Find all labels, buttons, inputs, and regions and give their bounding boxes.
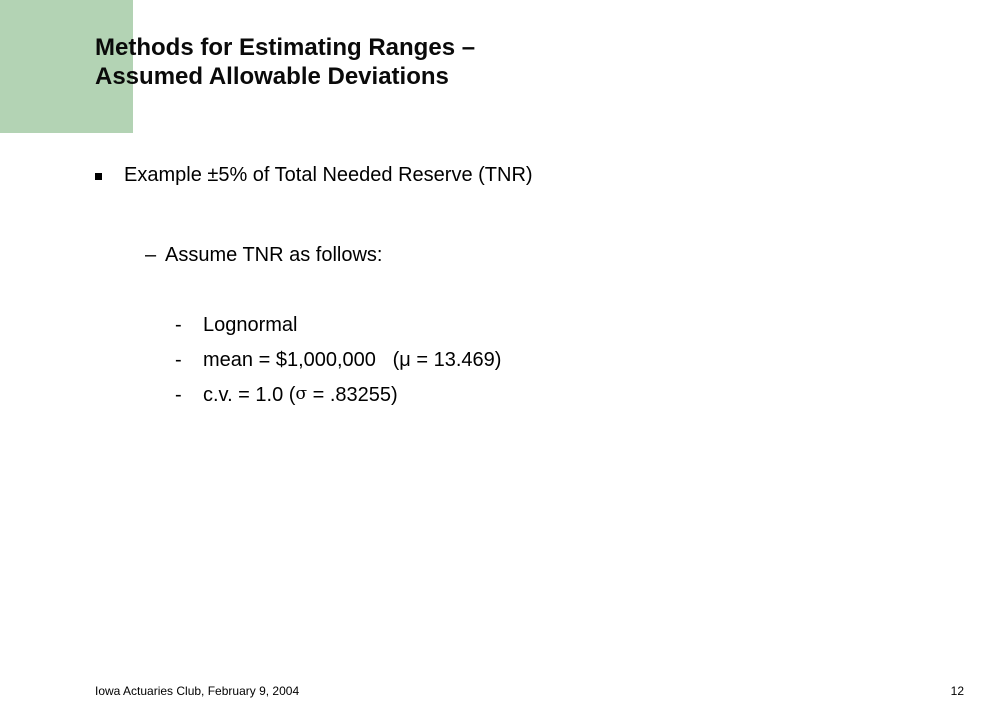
title-line-1: Methods for Estimating Ranges –: [95, 34, 476, 61]
sigma-symbol: σ: [295, 384, 308, 404]
detail-text: Lognormal: [203, 314, 298, 336]
slide-title: [95, 33, 475, 91]
detail-dash: -: [175, 349, 182, 371]
detail-text: mean = $1,000,000 (μ = 13.469): [203, 349, 502, 371]
detail-item-mean: [175, 349, 501, 372]
sub-bullet-dash: –: [145, 244, 157, 266]
detail-text-prefix: c.v. = 1.0 (: [203, 384, 296, 406]
bullet-item: [95, 164, 533, 187]
detail-dash: -: [175, 314, 182, 336]
bullet-text: Example ±5% of Total Needed Reserve (TNR): [124, 164, 533, 186]
footer-text: Iowa Actuaries Club, February 9, 2004: [95, 684, 300, 698]
detail-item-cv: [175, 384, 398, 407]
square-bullet-icon: [95, 173, 102, 180]
detail-dash: -: [175, 384, 182, 406]
sub-bullet-item: [145, 244, 382, 267]
page-number: 12: [950, 684, 964, 698]
detail-text-suffix: = .83255): [307, 384, 398, 406]
sub-bullet-text: Assume TNR as follows:: [165, 244, 383, 266]
title-line-2: Assumed Allowable Deviations: [95, 63, 449, 90]
detail-item-lognormal: [175, 314, 298, 337]
